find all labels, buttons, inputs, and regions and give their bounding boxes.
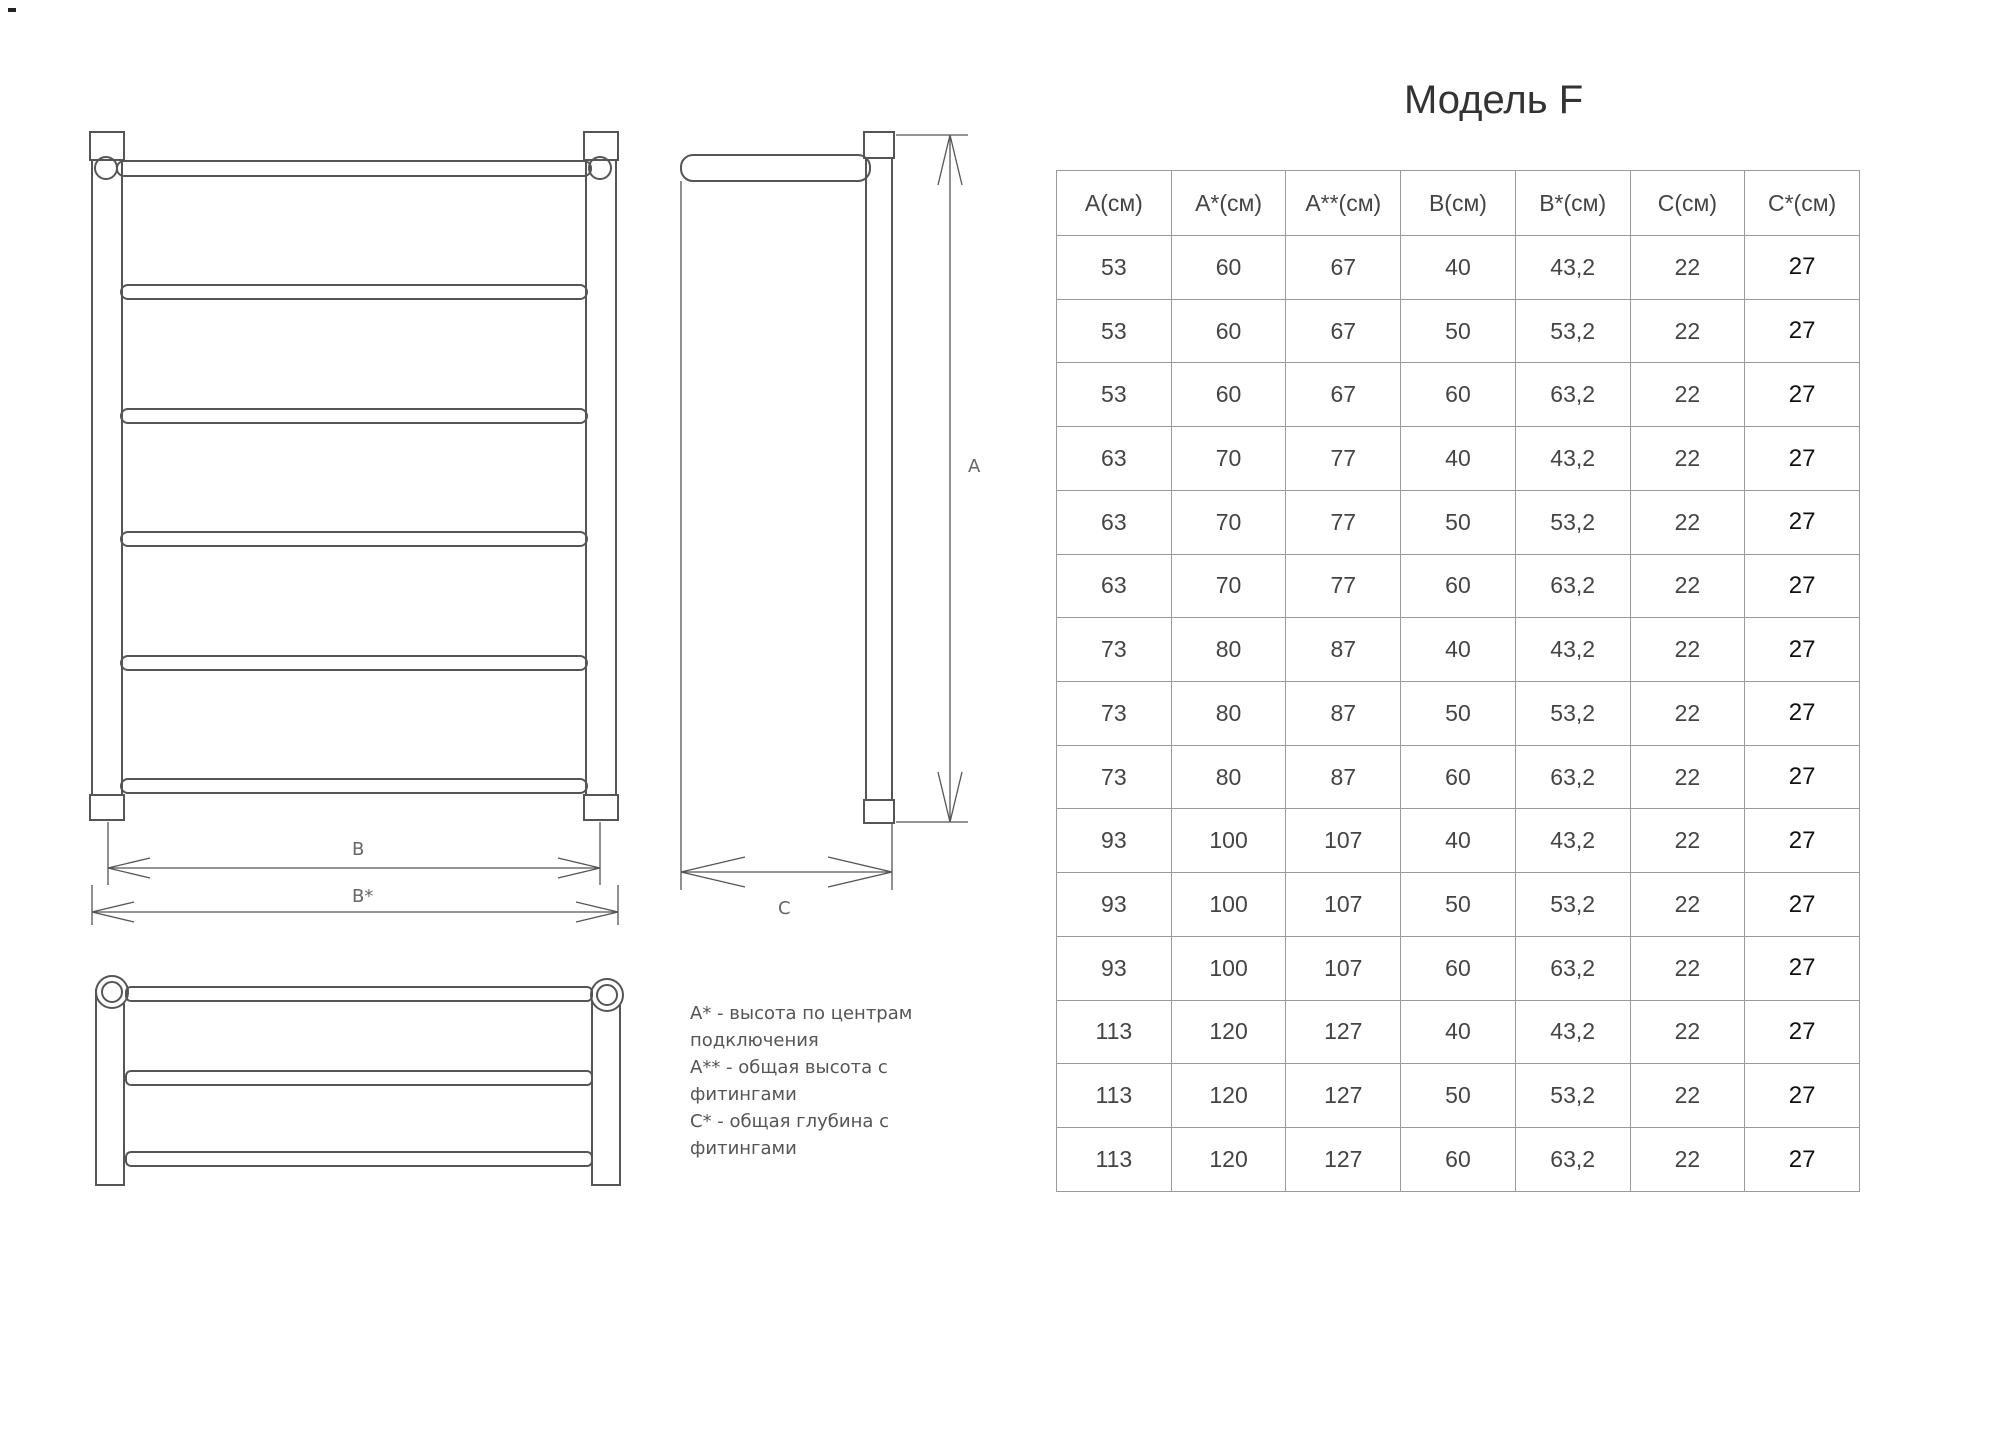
table-cell: 27 [1745, 427, 1860, 491]
table-row [1057, 1128, 1860, 1192]
table-row [1057, 363, 1860, 427]
table-cell: 93 [1057, 873, 1172, 937]
table-cell: 60 [1171, 236, 1286, 300]
table-cell: 27 [1745, 1000, 1860, 1064]
table-cell: 53,2 [1515, 1064, 1630, 1128]
table-cell: 70 [1171, 427, 1286, 491]
table-cell: 22 [1630, 873, 1745, 937]
table-cell: 77 [1286, 490, 1401, 554]
table-cell: 40 [1401, 1000, 1516, 1064]
bar-top [117, 161, 591, 176]
label-a: A [968, 456, 981, 477]
table-cell: 27 [1745, 745, 1860, 809]
top-view-bar [126, 1152, 592, 1166]
table-header-row [1057, 171, 1860, 236]
table-cell: 127 [1286, 1000, 1401, 1064]
top-view-left-post [96, 990, 124, 1185]
header-c: C(см) [1630, 171, 1745, 236]
table-cell: 100 [1171, 809, 1286, 873]
table-cell: 40 [1401, 809, 1516, 873]
header-c-star: C*(см) [1745, 171, 1860, 236]
table-cell: 120 [1171, 1064, 1286, 1128]
table-cell: 27 [1745, 682, 1860, 746]
bar [121, 656, 587, 670]
table-cell: 60 [1401, 554, 1516, 618]
table-cell: 63,2 [1515, 745, 1630, 809]
table-cell: 53 [1057, 299, 1172, 363]
table-row [1057, 490, 1860, 554]
table-cell: 73 [1057, 682, 1172, 746]
table-cell: 53 [1057, 363, 1172, 427]
top-view-connection-left [96, 976, 128, 1008]
table-cell: 127 [1286, 1064, 1401, 1128]
table-cell: 53 [1057, 236, 1172, 300]
table-cell: 80 [1171, 682, 1286, 746]
table-cell: 27 [1745, 809, 1860, 873]
table-cell: 70 [1171, 490, 1286, 554]
top-view-bar [126, 987, 592, 1001]
table-row [1057, 745, 1860, 809]
table-cell: 27 [1745, 936, 1860, 1000]
table-row [1057, 618, 1860, 682]
table-cell: 22 [1630, 745, 1745, 809]
table-cell: 43,2 [1515, 618, 1630, 682]
table-cell: 22 [1630, 682, 1745, 746]
table-cell: 87 [1286, 682, 1401, 746]
side-view [681, 132, 968, 890]
table-cell: 27 [1745, 236, 1860, 300]
table-cell: 70 [1171, 554, 1286, 618]
table-cell: 73 [1057, 745, 1172, 809]
table-cell: 40 [1401, 427, 1516, 491]
table-cell: 63 [1057, 554, 1172, 618]
table-cell: 50 [1401, 299, 1516, 363]
table-cell: 67 [1286, 236, 1401, 300]
header-a: A(см) [1057, 171, 1172, 236]
left-upright [92, 135, 122, 820]
table-cell: 53,2 [1515, 490, 1630, 554]
table-cell: 60 [1171, 363, 1286, 427]
table-cell: 27 [1745, 363, 1860, 427]
table-cell: 50 [1401, 873, 1516, 937]
header-b: B(см) [1401, 171, 1516, 236]
table-row [1057, 809, 1860, 873]
table-cell: 80 [1171, 745, 1286, 809]
table-cell: 27 [1745, 490, 1860, 554]
table-cell: 113 [1057, 1000, 1172, 1064]
header-a-star: A*(см) [1171, 171, 1286, 236]
table-cell: 60 [1401, 936, 1516, 1000]
table-cell: 73 [1057, 618, 1172, 682]
table-row [1057, 1064, 1860, 1128]
table-row [1057, 236, 1860, 300]
table-cell: 43,2 [1515, 1000, 1630, 1064]
table-cell: 43,2 [1515, 809, 1630, 873]
top-view-right-post [592, 990, 620, 1185]
table-cell: 63,2 [1515, 1128, 1630, 1192]
note-a-star: A* - высота по центрам подключения [690, 1003, 913, 1051]
table-cell: 60 [1171, 299, 1286, 363]
note-a-double-star: A** - общая высота с фитингами [690, 1057, 888, 1105]
right-upright [586, 135, 616, 820]
table-cell: 63 [1057, 490, 1172, 554]
table-cell: 63,2 [1515, 363, 1630, 427]
table-cell: 87 [1286, 618, 1401, 682]
table-cell: 60 [1401, 745, 1516, 809]
table-cell: 63,2 [1515, 936, 1630, 1000]
table-cell: 40 [1401, 618, 1516, 682]
table-row [1057, 427, 1860, 491]
table-cell: 53,2 [1515, 682, 1630, 746]
table-cell: 27 [1745, 618, 1860, 682]
table-row [1057, 554, 1860, 618]
dimensions-table [1056, 170, 1860, 1192]
table-cell: 22 [1630, 363, 1745, 427]
bar-bottom [121, 779, 587, 793]
table-cell: 50 [1401, 1064, 1516, 1128]
table-cell: 50 [1401, 682, 1516, 746]
table-row [1057, 1000, 1860, 1064]
table-cell: 22 [1630, 1064, 1745, 1128]
top-view [96, 976, 623, 1185]
bar [121, 532, 587, 546]
table-row [1057, 936, 1860, 1000]
table-cell: 22 [1630, 236, 1745, 300]
table-row [1057, 299, 1860, 363]
table-cell: 93 [1057, 936, 1172, 1000]
table-cell: 67 [1286, 363, 1401, 427]
top-view-bar [126, 1071, 592, 1085]
table-cell: 77 [1286, 554, 1401, 618]
table-cell: 107 [1286, 936, 1401, 1000]
table-cell: 27 [1745, 873, 1860, 937]
table-cell: 22 [1630, 809, 1745, 873]
table-cell: 60 [1401, 1128, 1516, 1192]
label-b-star: B* [352, 886, 374, 907]
top-view-connection-right [591, 979, 623, 1011]
table-cell: 107 [1286, 873, 1401, 937]
table-row [1057, 873, 1860, 937]
table-cell: 120 [1171, 1000, 1286, 1064]
bar [121, 409, 587, 423]
table-cell: 77 [1286, 427, 1401, 491]
table-cell: 63,2 [1515, 554, 1630, 618]
table-cell: 40 [1401, 236, 1516, 300]
label-c: C [778, 898, 791, 919]
table-cell: 63 [1057, 427, 1172, 491]
table-cell: 127 [1286, 1128, 1401, 1192]
table-cell: 120 [1171, 1128, 1286, 1192]
table-cell: 43,2 [1515, 427, 1630, 491]
table-cell: 67 [1286, 299, 1401, 363]
page-title: Модель F [1404, 78, 1584, 122]
bar [121, 285, 587, 299]
table-cell: 22 [1630, 1128, 1745, 1192]
table-cell: 60 [1401, 363, 1516, 427]
table-cell: 100 [1171, 936, 1286, 1000]
table-cell: 22 [1630, 427, 1745, 491]
header-a-double-star: A**(см) [1286, 171, 1401, 236]
table-cell: 107 [1286, 809, 1401, 873]
table-cell: 22 [1630, 299, 1745, 363]
table-cell: 27 [1745, 1128, 1860, 1192]
table-cell: 113 [1057, 1064, 1172, 1128]
legend-notes [690, 1000, 950, 1162]
table-cell: 100 [1171, 873, 1286, 937]
table-cell: 53,2 [1515, 873, 1630, 937]
table-cell: 80 [1171, 618, 1286, 682]
front-view [90, 132, 618, 925]
table-cell: 27 [1745, 1064, 1860, 1128]
table-cell: 50 [1401, 490, 1516, 554]
table-cell: 87 [1286, 745, 1401, 809]
side-upright [866, 135, 892, 823]
table-cell: 93 [1057, 809, 1172, 873]
table-cell: 22 [1630, 936, 1745, 1000]
table-cell: 22 [1630, 618, 1745, 682]
table-cell: 43,2 [1515, 236, 1630, 300]
table-row [1057, 682, 1860, 746]
table-cell: 22 [1630, 554, 1745, 618]
table-cell: 22 [1630, 490, 1745, 554]
side-top-bar [681, 155, 870, 181]
header-b-star: B*(см) [1515, 171, 1630, 236]
table-cell: 27 [1745, 299, 1860, 363]
table-cell: 53,2 [1515, 299, 1630, 363]
table-cell: 22 [1630, 1000, 1745, 1064]
table-cell: 27 [1745, 554, 1860, 618]
table-cell: 113 [1057, 1128, 1172, 1192]
note-c-star: C* - общая глубина с фитингами [690, 1111, 889, 1159]
label-b: B [352, 839, 365, 860]
